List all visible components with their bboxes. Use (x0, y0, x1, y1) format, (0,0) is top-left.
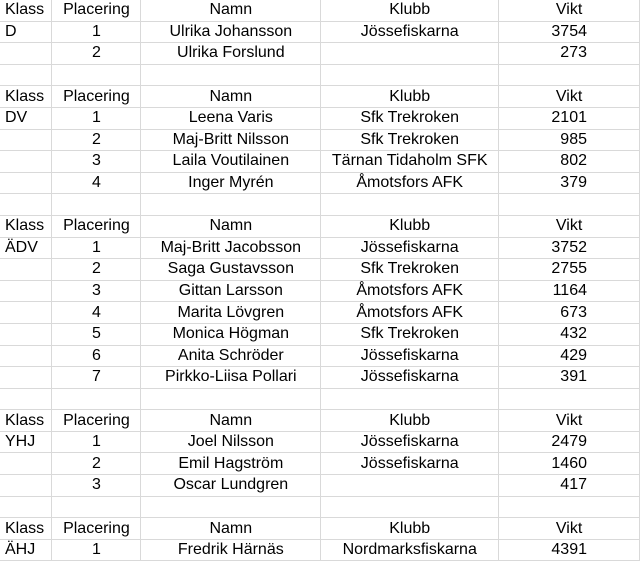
header-cell-klass[interactable]: Klass (0, 410, 52, 432)
klubb-cell[interactable]: Jössefiskarna (321, 453, 499, 475)
table-row (0, 302, 640, 324)
placering-cell[interactable]: 7 (52, 367, 141, 389)
klass-cell[interactable] (0, 151, 52, 173)
empty-cell[interactable] (321, 194, 499, 216)
klubb-cell[interactable] (321, 43, 499, 65)
table-row (0, 280, 640, 302)
klubb-cell[interactable]: Sfk Trekroken (321, 259, 499, 281)
header-cell-klubb[interactable]: Klubb (321, 86, 499, 108)
vikt-cell[interactable]: 3754 (499, 21, 640, 43)
vikt-cell[interactable]: 417 (499, 475, 640, 497)
klubb-cell[interactable]: Åmotsfors AFK (321, 302, 499, 324)
table-row (0, 21, 640, 43)
table-row (0, 431, 640, 453)
header-cell-vikt[interactable]: Vikt (499, 410, 640, 432)
placering-cell[interactable]: 1 (52, 237, 141, 259)
vikt-cell[interactable]: 391 (499, 367, 640, 389)
empty-cell[interactable] (499, 388, 640, 410)
header-cell-klubb[interactable]: Klubb (321, 215, 499, 237)
namn-cell[interactable]: Saga Gustavsson (141, 259, 321, 281)
table-row (0, 172, 640, 194)
table-row (0, 475, 640, 497)
table-row (0, 129, 640, 151)
klubb-cell[interactable]: Tärnan Tidaholm SFK (321, 151, 499, 173)
namn-cell[interactable]: Ulrika Johansson (141, 21, 321, 43)
blank-row (0, 496, 640, 518)
klass-cell[interactable]: ÄHJ (0, 539, 52, 561)
placering-cell[interactable]: 1 (52, 539, 141, 561)
placering-cell[interactable]: 5 (52, 323, 141, 345)
empty-cell[interactable] (0, 194, 52, 216)
header-cell-vikt[interactable]: Vikt (499, 0, 640, 21)
header-row (0, 215, 640, 237)
placering-cell[interactable]: 3 (52, 280, 141, 302)
blank-row (0, 388, 640, 410)
header-cell-klass[interactable]: Klass (0, 86, 52, 108)
klass-cell[interactable] (0, 129, 52, 151)
table-row (0, 539, 640, 561)
klass-cell[interactable]: ÄDV (0, 237, 52, 259)
header-cell-klass[interactable]: Klass (0, 0, 52, 21)
header-cell-klass[interactable]: Klass (0, 518, 52, 540)
namn-cell[interactable]: Ulrika Forslund (141, 43, 321, 65)
placering-cell[interactable]: 2 (52, 259, 141, 281)
klubb-cell[interactable]: Jössefiskarna (321, 367, 499, 389)
empty-cell[interactable] (141, 496, 321, 518)
namn-cell[interactable]: Monica Högman (141, 323, 321, 345)
header-row (0, 518, 640, 540)
table-row (0, 43, 640, 65)
header-cell-klass[interactable]: Klass (0, 215, 52, 237)
vikt-cell[interactable]: 2479 (499, 431, 640, 453)
header-cell-klubb[interactable]: Klubb (321, 0, 499, 21)
empty-cell[interactable] (321, 388, 499, 410)
vikt-cell[interactable]: 4391 (499, 539, 640, 561)
klass-cell[interactable]: YHJ (0, 431, 52, 453)
placering-cell[interactable]: 3 (52, 151, 141, 173)
header-row (0, 0, 640, 21)
placering-cell[interactable]: 2 (52, 43, 141, 65)
klubb-cell[interactable]: Jössefiskarna (321, 431, 499, 453)
header-cell-klubb[interactable]: Klubb (321, 518, 499, 540)
placering-cell[interactable]: 3 (52, 475, 141, 497)
table-row (0, 107, 640, 129)
klass-cell[interactable] (0, 280, 52, 302)
placering-cell[interactable]: 2 (52, 453, 141, 475)
namn-cell[interactable]: Gittan Larsson (141, 280, 321, 302)
empty-cell[interactable] (52, 194, 141, 216)
placering-cell[interactable]: 4 (52, 302, 141, 324)
empty-cell[interactable] (499, 194, 640, 216)
namn-cell[interactable]: Marita Lövgren (141, 302, 321, 324)
namn-cell[interactable]: Maj-Britt Jacobsson (141, 237, 321, 259)
placering-cell[interactable]: 4 (52, 172, 141, 194)
klubb-cell[interactable]: Jössefiskarna (321, 237, 499, 259)
placering-cell[interactable]: 1 (52, 21, 141, 43)
placering-cell[interactable]: 6 (52, 345, 141, 367)
table-row (0, 259, 640, 281)
header-cell-namn[interactable]: Namn (141, 518, 321, 540)
empty-cell[interactable] (0, 496, 52, 518)
vikt-cell[interactable]: 2101 (499, 107, 640, 129)
klubb-cell[interactable]: Jössefiskarna (321, 345, 499, 367)
namn-cell[interactable]: Maj-Britt Nilsson (141, 129, 321, 151)
klass-cell[interactable] (0, 302, 52, 324)
header-cell-placering[interactable]: Placering (52, 215, 141, 237)
empty-cell[interactable] (321, 496, 499, 518)
namn-cell[interactable]: Pirkko-Liisa Pollari (141, 367, 321, 389)
header-cell-klubb[interactable]: Klubb (321, 410, 499, 432)
vikt-cell[interactable]: 802 (499, 151, 640, 173)
table-row (0, 453, 640, 475)
header-cell-vikt[interactable]: Vikt (499, 86, 640, 108)
klass-cell[interactable] (0, 323, 52, 345)
vikt-cell[interactable]: 379 (499, 172, 640, 194)
table-row (0, 323, 640, 345)
namn-cell[interactable]: Fredrik Härnäs (141, 539, 321, 561)
placering-cell[interactable]: 1 (52, 107, 141, 129)
header-cell-placering[interactable]: Placering (52, 410, 141, 432)
table-row (0, 367, 640, 389)
namn-cell[interactable]: Laila Voutilainen (141, 151, 321, 173)
header-cell-vikt[interactable]: Vikt (499, 215, 640, 237)
empty-cell[interactable] (0, 64, 52, 86)
header-row (0, 86, 640, 108)
klubb-cell[interactable]: Åmotsfors AFK (321, 172, 499, 194)
vikt-cell[interactable]: 3752 (499, 237, 640, 259)
vikt-cell[interactable]: 273 (499, 43, 640, 65)
header-cell-placering[interactable]: Placering (52, 518, 141, 540)
vikt-cell[interactable]: 1460 (499, 453, 640, 475)
klubb-cell[interactable]: Jössefiskarna (321, 21, 499, 43)
namn-cell[interactable]: Anita Schröder (141, 345, 321, 367)
klubb-cell[interactable]: Nordmarksfiskarna (321, 539, 499, 561)
empty-cell[interactable] (0, 388, 52, 410)
placering-cell[interactable]: 2 (52, 129, 141, 151)
placering-cell[interactable]: 1 (52, 431, 141, 453)
vikt-cell[interactable]: 432 (499, 323, 640, 345)
header-cell-namn[interactable]: Namn (141, 0, 321, 21)
klass-cell[interactable]: D (0, 21, 52, 43)
klubb-cell[interactable] (321, 475, 499, 497)
namn-cell[interactable]: Oscar Lundgren (141, 475, 321, 497)
namn-cell[interactable]: Joel Nilsson (141, 431, 321, 453)
header-row (0, 410, 640, 432)
empty-cell[interactable] (141, 64, 321, 86)
empty-cell[interactable] (321, 64, 499, 86)
blank-row (0, 64, 640, 86)
table-row (0, 151, 640, 173)
empty-cell[interactable] (499, 496, 640, 518)
klass-cell[interactable] (0, 172, 52, 194)
vikt-cell[interactable]: 2755 (499, 259, 640, 281)
klass-cell[interactable]: DV (0, 107, 52, 129)
empty-cell[interactable] (141, 388, 321, 410)
empty-cell[interactable] (499, 64, 640, 86)
klass-cell[interactable] (0, 367, 52, 389)
klubb-cell[interactable]: Sfk Trekroken (321, 129, 499, 151)
klass-cell[interactable] (0, 453, 52, 475)
empty-cell[interactable] (52, 388, 141, 410)
blank-row (0, 194, 640, 216)
vikt-cell[interactable]: 985 (499, 129, 640, 151)
klubb-cell[interactable]: Åmotsfors AFK (321, 280, 499, 302)
empty-cell[interactable] (52, 64, 141, 86)
namn-cell[interactable]: Leena Varis (141, 107, 321, 129)
header-cell-namn[interactable]: Namn (141, 86, 321, 108)
header-cell-placering[interactable]: Placering (52, 0, 141, 21)
empty-cell[interactable] (141, 194, 321, 216)
klubb-cell[interactable]: Sfk Trekroken (321, 107, 499, 129)
header-cell-placering[interactable]: Placering (52, 86, 141, 108)
header-cell-namn[interactable]: Namn (141, 410, 321, 432)
vikt-cell[interactable]: 1164 (499, 280, 640, 302)
table-row (0, 345, 640, 367)
empty-cell[interactable] (52, 496, 141, 518)
table-row (0, 237, 640, 259)
header-cell-vikt[interactable]: Vikt (499, 518, 640, 540)
klass-cell[interactable] (0, 345, 52, 367)
namn-cell[interactable]: Inger Myrén (141, 172, 321, 194)
vikt-cell[interactable]: 673 (499, 302, 640, 324)
klass-cell[interactable] (0, 475, 52, 497)
klubb-cell[interactable]: Sfk Trekroken (321, 323, 499, 345)
namn-cell[interactable]: Emil Hagström (141, 453, 321, 475)
vikt-cell[interactable]: 429 (499, 345, 640, 367)
header-cell-namn[interactable]: Namn (141, 215, 321, 237)
klass-cell[interactable] (0, 259, 52, 281)
klass-cell[interactable] (0, 43, 52, 65)
